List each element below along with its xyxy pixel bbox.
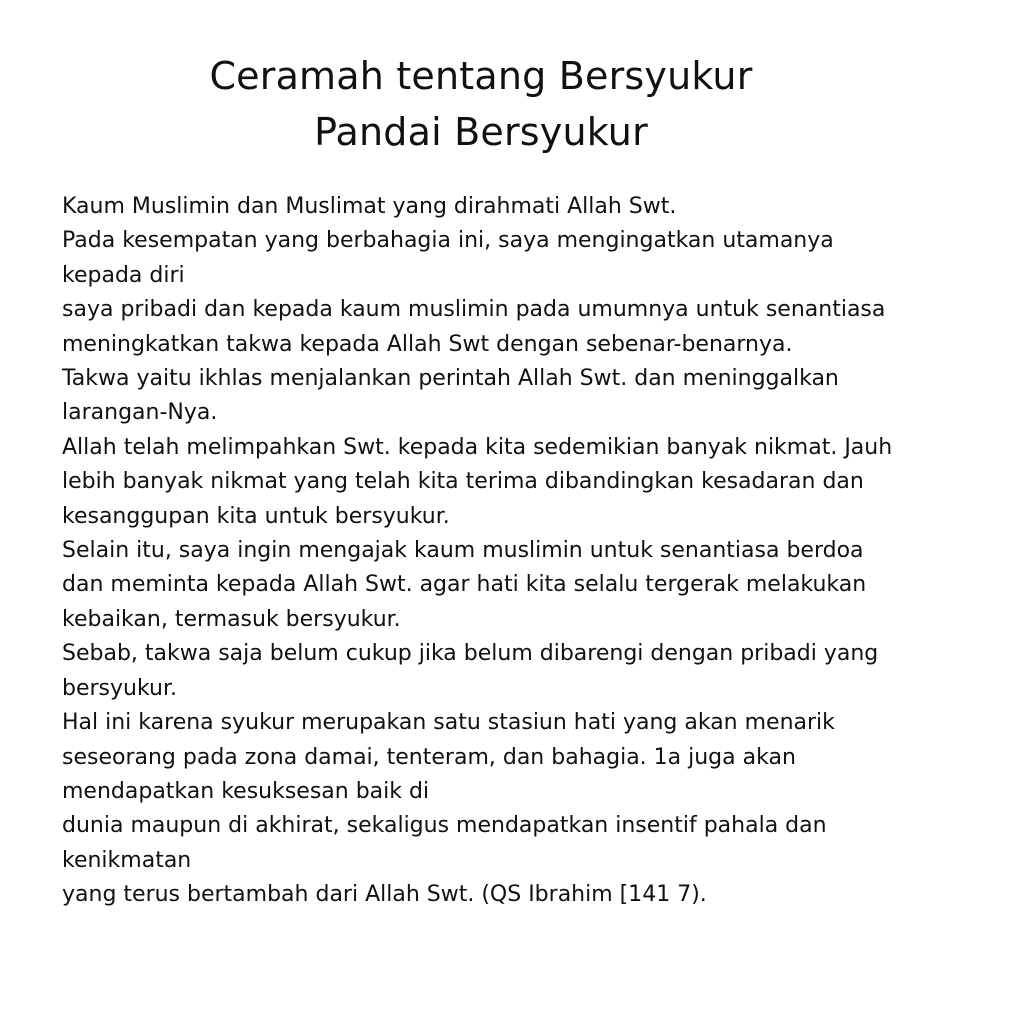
document-body [62,190,992,913]
body-line: Selain itu, saya ingin mengajak kaum muslimin untuk senantiasa berdoa [62,538,864,564]
body-line: saya pribadi dan kepada kaum muslimin pada umumnya untuk senantiasa [62,297,886,323]
body-line: dunia maupun di akhirat, sekaligus mendapatkan insentif pahala dan [62,813,827,839]
body-line: Hal ini karena syukur merupakan satu stasiun hati yang akan menarik [62,710,835,736]
body-line: meningkatkan takwa kepada Allah Swt dengan sebenar-benarnya. [62,331,793,357]
body-line: Pada kesempatan yang berbahagia ini, saya mengingatkan utamanya [62,228,834,254]
body-line: mendapatkan kesuksesan baik di [62,778,430,804]
body-line: kebaikan, termasuk bersyukur. [62,606,401,632]
body-line: kenikmatan [62,847,192,873]
body-line: kepada diri [62,262,185,288]
title-line-main: Ceramah tentang Bersyukur [209,54,753,98]
body-line: Takwa yaitu ikhlas menjalankan perintah Allah Swt. dan meninggalkan [62,366,839,392]
body-line: seseorang pada zona damai, tenteram, dan bahagia. 1a juga akan [62,744,796,770]
body-line: Allah telah melimpahkan Swt. kepada kita sedemikian banyak nikmat. Jauh [62,434,893,460]
body-line: yang terus bertambah dari Allah Swt. (QS Ibrahim [141 7). [62,882,707,908]
body-line: lebih banyak nikmat yang telah kita terima dibandingkan kesadaran dan [62,469,864,495]
body-line: larangan-Nya. [62,400,218,426]
body-line: dan meminta kepada Allah Swt. agar hati kita selalu tergerak melakukan [62,572,867,598]
body-line: kesanggupan kita untuk bersyukur. [62,503,450,529]
document-title [0,48,962,160]
body-line: bersyukur. [62,675,177,701]
title-line-sub: Pandai Bersyukur [314,110,648,154]
body-line: Sebab, takwa saja belum cukup jika belum dibarengi dengan pribadi yang [62,641,879,667]
body-line: Kaum Muslimin dan Muslimat yang dirahmati Allah Swt. [62,194,677,219]
